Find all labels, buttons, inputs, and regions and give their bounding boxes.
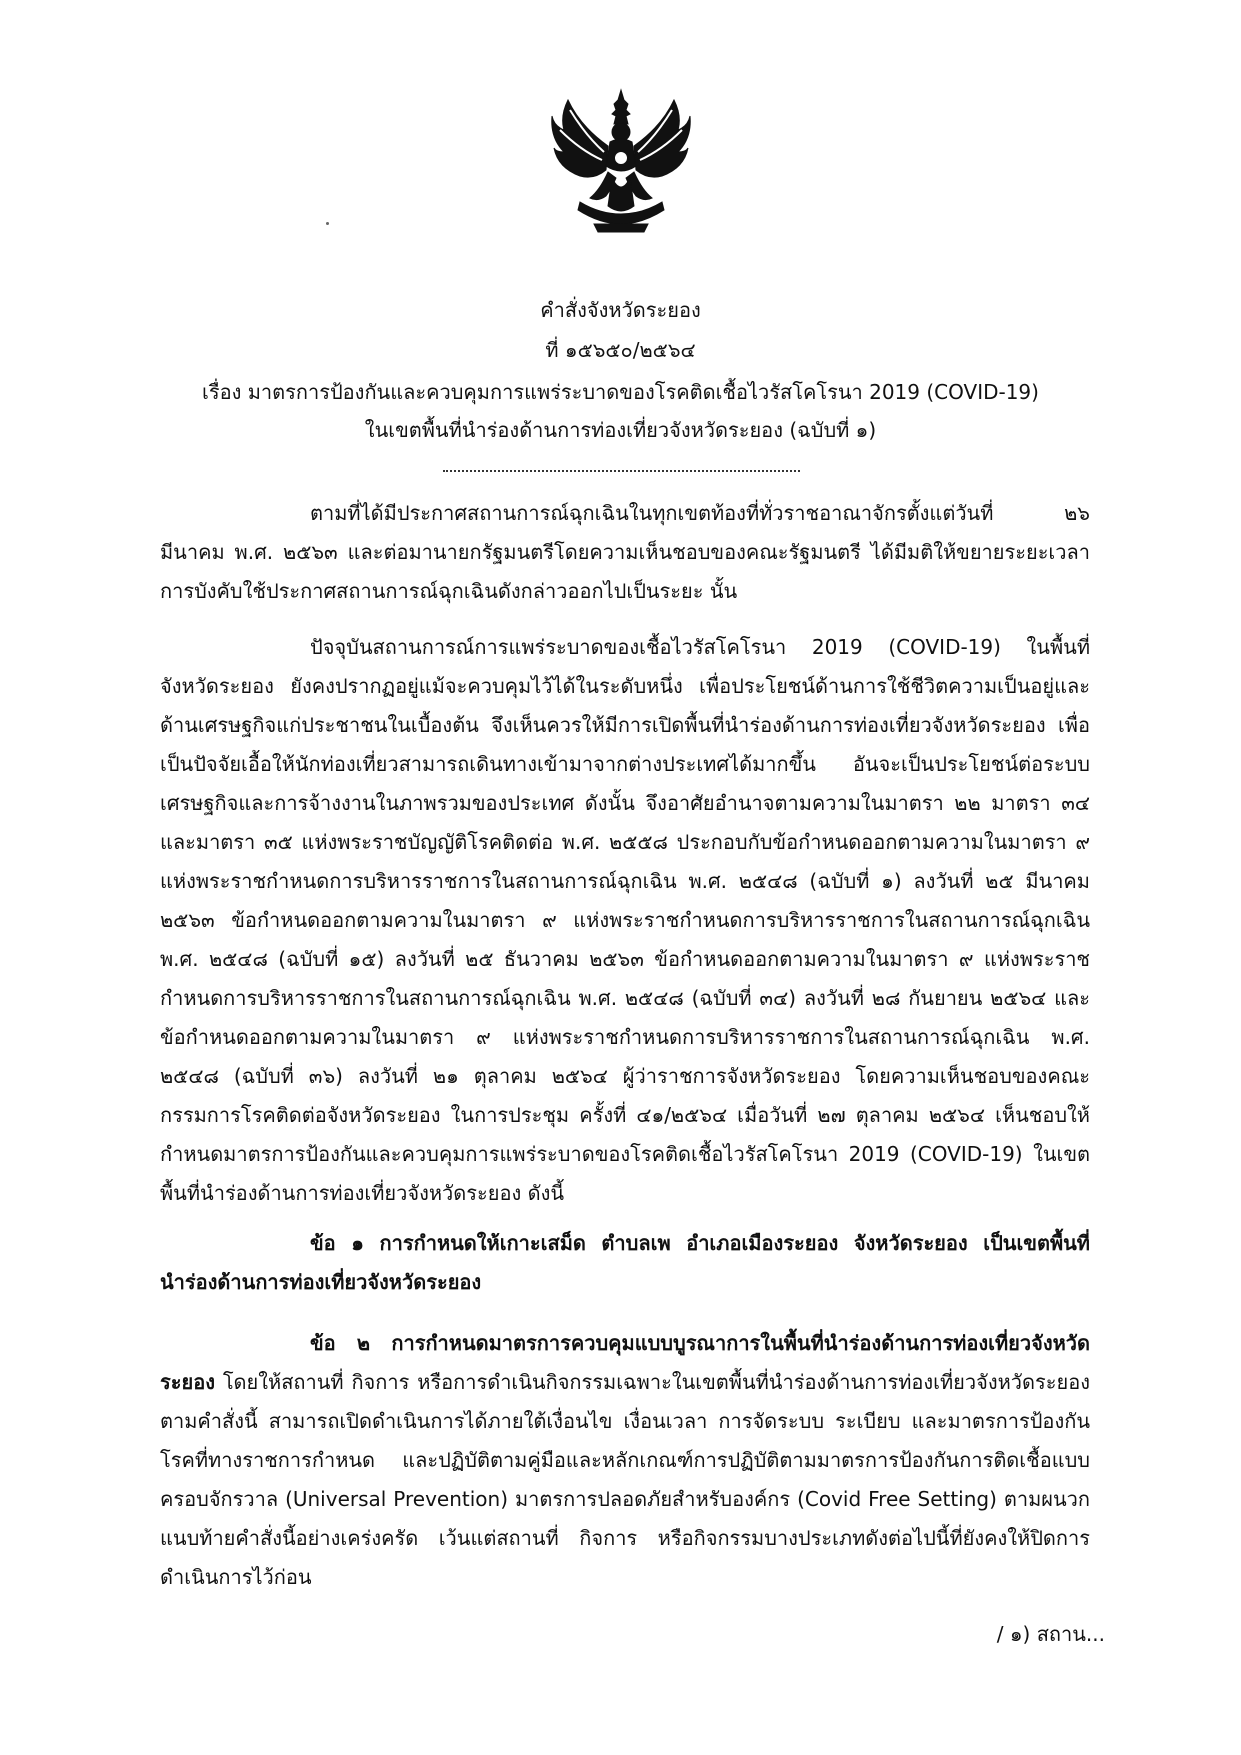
body-paragraph-1: ตามที่ได้มีประกาศสถานการณ์ฉุกเฉินในทุกเขตท้องที่ทั่วราชอาณาจักรตั้งแต่วันที่ ๒๖ มีนาคม พ.ศ. ๒๕๖๓ และต่อมานายกรัฐมนตรีโดยความเห็นชอบของคณะรัฐมนตรี ได้มีมติให้ขยายระยะเวลาการบังคับใช้ประกาศสถานการณ์ฉุกเฉินดังกล่าวออกไปเป็นระยะ นั้น [160, 501, 1090, 603]
subject-line-2: ในเขตพื้นที่นำร่องด้านการท่องเที่ยวจังหวัดระยอง (ฉบับที่ ๑) [364, 418, 877, 442]
header-divider [443, 470, 800, 472]
order-number: ที่ ๑๕๖๕๐/๒๕๖๔ [545, 338, 696, 362]
clause-1: ข้อ ๑ การกำหนดให้เกาะเสม็ด ตำบลเพ อำเภอเมืองระยอง จังหวัดระยอง เป็นเขตพื้นที่นำร่องด้านการท่องเที่ยวจังหวัดระยอง [160, 1231, 1090, 1294]
continuation-marker: / ๑) สถาน... [996, 1622, 1105, 1646]
body-paragraph-2: ปัจจุบันสถานการณ์การแพร่ระบาดของเชื้อไวรัสโคโรนา 2019 (COVID-19) ในพื้นที่จังหวัดระยอง ยังคงปรากฏอยู่แม้จะควบคุมไว้ได้ในระดับหนึ่ง เพื่อประโยชน์ด้านการใช้ชีวิตความเป็นอยู่และด้านเศรษฐกิจแก่ประชาชนในเบื้องต้น จึงเห็นควรให้มีการเปิดพื้นที่นำร่องด้านการท่องเที่ยวจังหวัดระยอง เพื่อเป็นปัจจัยเอื้อให้นักท่องเที่ยวสามารถเดินทางเข้ามาจากต่างประเทศได้มากขึ้น อันจะเป็นประโยชน์ต่อระบบเศรษฐกิจและการจ้างงานในภาพรวมของประเทศ ดังนั้น จึงอาศัยอำนาจตามความในมาตรา ๒๒ มาตรา ๓๔ และมาตรา ๓๕ แห่งพระราชบัญญัติโรคติดต่อ พ.ศ. ๒๕๕๘ ประกอบกับข้อกำหนดออกตามความในมาตรา ๙ แห่งพระราชกำหนดการบริหารราชการในสถานการณ์ฉุกเฉิน พ.ศ. ๒๕๔๘ (ฉบับที่ ๑) ลงวันที่ ๒๕ มีนาคม ๒๕๖๓ ข้อกำหนดออกตามความในมาตรา ๙ แห่งพระราชกำหนดการบริหารราชการในสถานการณ์ฉุกเฉิน พ.ศ. ๒๕๔๘ (ฉบับที่ ๑๕) ลงวันที่ ๒๕ ธันวาคม ๒๕๖๓ ข้อกำหนดออกตามความในมาตรา ๙ แห่งพระราชกำหนดการบริหารราชการในสถานการณ์ฉุกเฉิน พ.ศ. ๒๕๔๘ (ฉบับที่ ๓๔) ลงวันที่ ๒๘ กันยายน ๒๕๖๔ และข้อกำหนดออกตามความในมาตรา ๙ แห่งพระราชกำหนดการบริหารราชการในสถานการณ์ฉุกเฉิน พ.ศ. ๒๕๔๘ (ฉบับที่ ๓๖) ลงวันที่ ๒๑ ตุลาคม ๒๕๖๔ ผู้ว่าราชการจังหวัดระยอง โดยความเห็นชอบของคณะกรรมการโรคติดต่อจังหวัดระยอง ในการประชุม ครั้งที่ ๔๑/๒๕๖๔ เมื่อวันที่ ๒๗ ตุลาคม ๒๕๖๔ เห็นชอบให้กำหนดมาตรการป้องกันและควบคุมการแพร่ระบาดของโรคติดเชื้อไวรัสโคโรนา 2019 (COVID-19) ในเขตพื้นที่นำร่องด้านการท่องเที่ยวจังหวัดระยอง ดังนี้ [160, 635, 1090, 1205]
scan-speck [326, 222, 329, 225]
order-title: คำสั่งจังหวัดระยอง [540, 298, 701, 322]
clause-2 [160, 1324, 1090, 1597]
clause-2-heading: ข้อ ๒ การกำหนดมาตรการควบคุมแบบบูรณาการในพื้นที่นำร่องด้านการท่องเที่ยวจังหวัดระยอง [160, 1331, 1090, 1394]
clause-2-text: โดยให้สถานที่ กิจการ หรือการดำเนินกิจกรรมเฉพาะในเขตพื้นที่นำร่องด้านการท่องเที่ยวจังหวัดระยองตามคำสั่งนี้ สามารถเปิดดำเนินการได้ภายใต้เงื่อนไข เงื่อนเวลา การจัดระบบ ระเบียบ และมาตรการป้องกันโรคที่ทางราชการกำหนด และปฏิบัติตามคู่มือและหลักเกณฑ์การปฏิบัติตามมาตรการป้องกันการติดเชื้อแบบครอบจักรวาล (Universal Prevention) มาตรการปลอดภัยสำหรับองค์กร (Covid Free Setting) ตามผนวกแนบท้ายคำสั่งนี้อย่างเคร่งครัด เว้นแต่สถานที่ กิจการ หรือกิจกรรมบางประเภทดังต่อไปนี้ที่ยังคงให้ปิดการดำเนินการไว้ก่อน [160, 1370, 1090, 1589]
subject-line-1: เรื่อง มาตรการป้องกันและควบคุมการแพร่ระบาดของโรคติดเชื้อไวรัสโคโรนา 2019 (COVID-19) [202, 380, 1039, 404]
garuda-emblem-icon [550, 86, 692, 236]
